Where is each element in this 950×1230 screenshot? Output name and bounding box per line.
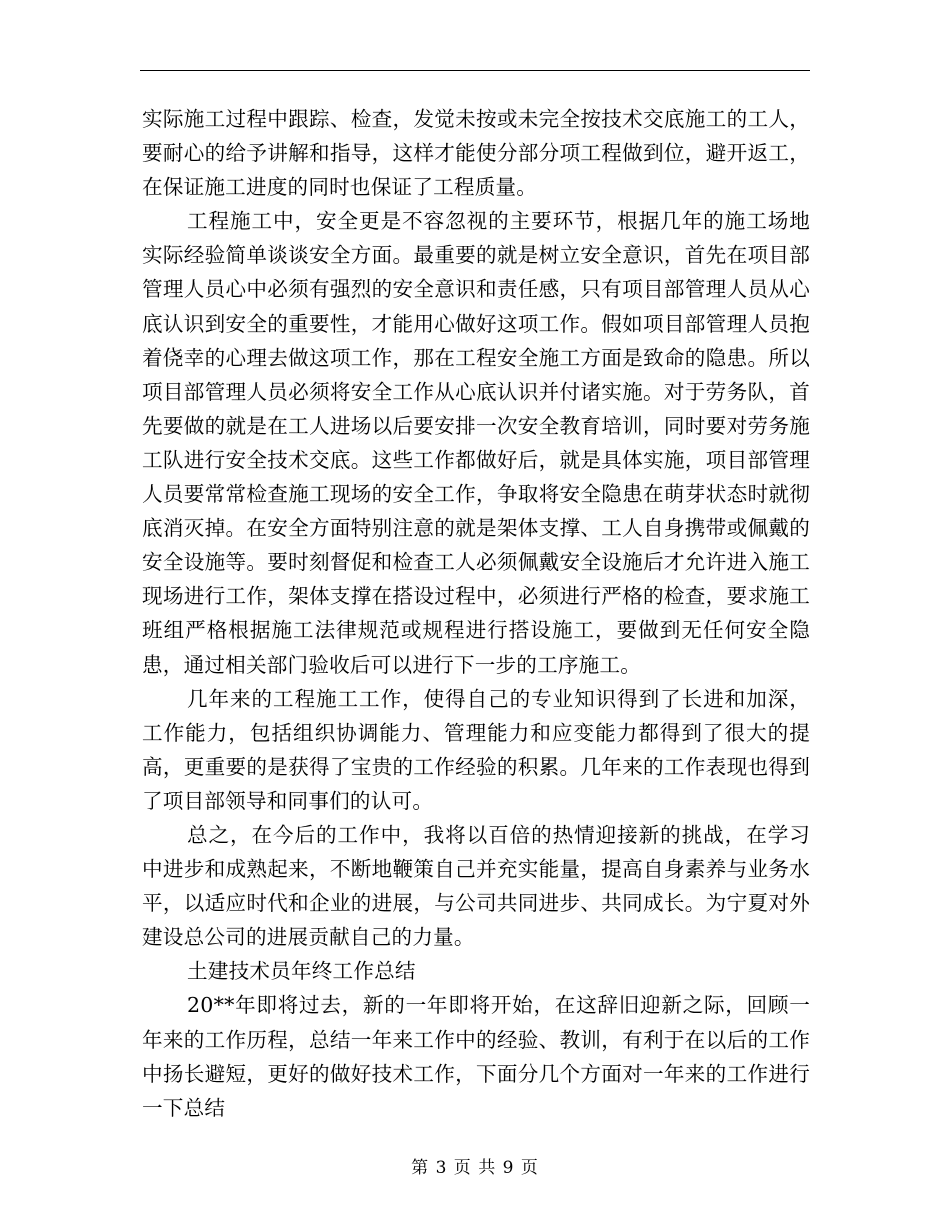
paragraph-continuation: 实际施工过程中跟踪、检查，发觉未按或未完全按技术交底施工的工人，要耐心的给予讲解和指导，这样才能使分部分项工程做到位，避开返工，在保证施工进度的同时也保证了工程质量。 xyxy=(142,107,810,200)
page-number-footer: 第 3 页 共 9 页 xyxy=(411,1158,539,1178)
paragraph-experience: 几年来的工程施工工作，使得自己的专业知识得到了长进和加深，工作能力，包括组织协调能力、管理能力和应变能力都得到了很大的提高，更重要的是获得了宝贵的工作经验的积累。几年来的工作表现也得到了项目部领导和同事们的认可。 xyxy=(142,686,810,813)
section-heading: 土建技术员年终工作总结 xyxy=(187,959,416,984)
header-rule xyxy=(140,70,810,71)
paragraph-intro: 20**年即将过去，新的一年即将开始，在这辞旧迎新之际，回顾一年来的工作历程，总结一年来工作中的经验、教训，有利于在以后的工作中扬长避短，更好的做好技术工作，下面分几个方面对一年来的工作进行一下总结 xyxy=(142,993,810,1120)
paragraph-safety: 工程施工中，安全更是不容忽视的主要环节，根据几年的施工场地实际经验简单谈谈安全方面。最重要的就是树立安全意识，首先在项目部管理人员心中必须有强烈的安全意识和责任感，只有项目部管理人员从心底认识到安全的重要性，才能用心做好这项工作。假如项目部管理人员抱着侥幸的心理去做这项工作，那在工程安全施工方面是致命的隐患。所以项目部管理人员必须将安全工作从心底认识并付诸实施。对于劳务队，首先要做的就是在工人进场以后要安排一次安全教育培训，同时要对劳务施工队进行安全技术交底。这些工作都做好后，就是具体实施，项目部管理人员要常常检查施工现场的安全工作，争取将安全隐患在萌芽状态时就彻底消灭掉。在安全方面特别注意的就是架体支撑、工人自身携带或佩戴的安全设施等。要时刻督促和检查工人必须佩戴安全设施后才允许进入施工现场进行工作，架体支撑在搭设过程中，必须进行严格的检查，要求施工班组严格根据施工法律规范或规程进行搭设施工，要做到无任何安全隐患，通过相关部门验收后可以进行下一步的工序施工。 xyxy=(142,209,810,677)
paragraph-conclusion: 总之，在今后的工作中，我将以百倍的热情迎接新的挑战，在学习中进步和成熟起来，不断地鞭策自己并充实能量，提高自身素养与业务水平，以适应时代和企业的进展，与公司共同进步、共同成长。为宁夏对外建设总公司的进展贡献自己的力量。 xyxy=(142,822,810,950)
document-body xyxy=(142,102,810,1125)
